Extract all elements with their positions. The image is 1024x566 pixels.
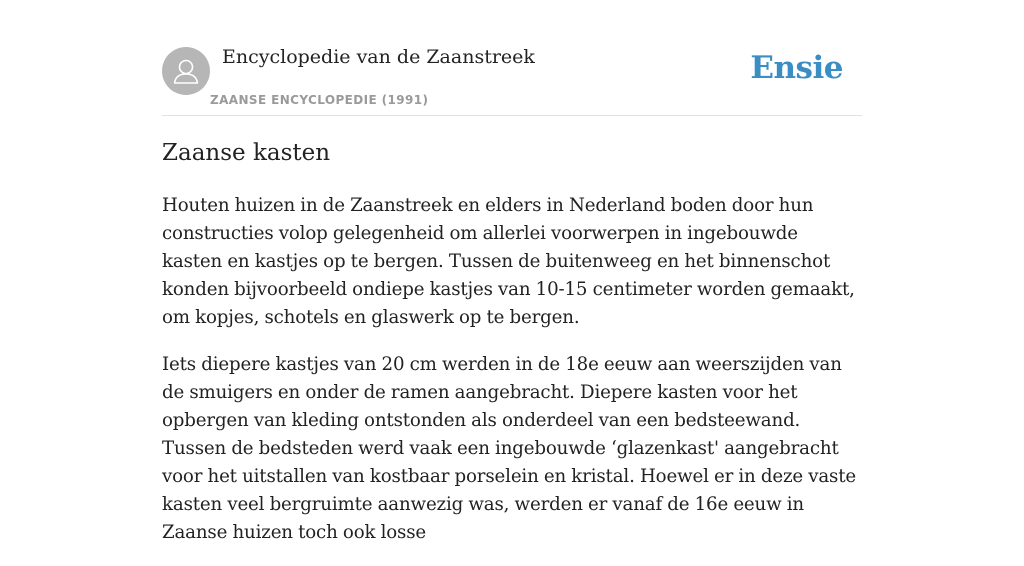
source-title-link[interactable]: Encyclopedie van de Zaanstreek: [222, 46, 535, 68]
user-placeholder-icon: [162, 47, 210, 95]
brand-logo-link[interactable]: Ensie: [750, 50, 843, 86]
article-title: Zaanse kasten: [162, 140, 331, 166]
article-body: [162, 192, 862, 566]
avatar[interactable]: [162, 47, 210, 95]
source-header: [162, 0, 862, 116]
article-paragraph: Iets diepere kastjes van 20 cm werden in de 18e eeuw aan weerszijden van de smuigers en onder de ramen aangebracht. Diepere kasten voor het opbergen van kleding ontstonden als onderdeel van een bedsteewand. Tussen de bedsteden werd vaak een ingebouwde ‘glazenkast' aangebracht voor het uitstallen van kostbaar porselein en kristal. Hoewel er in deze vaste kasten veel bergruimte aanwezig was, werden er vanaf de 16e eeuw in Zaanse huizen toch ook losse: [162, 354, 857, 543]
source-subtitle: ZAANSE ENCYCLOPEDIE (1991): [210, 93, 429, 107]
page: [162, 0, 862, 543]
article-paragraph: Houten huizen in de Zaanstreek en elders in Nederland boden door hun constructies volop gelegenheid om allerlei voorwerpen in ingebouwde kasten en kastjes op te bergen. Tussen de buitenweeg en het binnenschot konden bijvoorbeeld ondiepe kastjes van 10-15 centimeter worden gemaakt, om kopjes, schotels en glaswerk op te bergen.: [162, 195, 855, 328]
